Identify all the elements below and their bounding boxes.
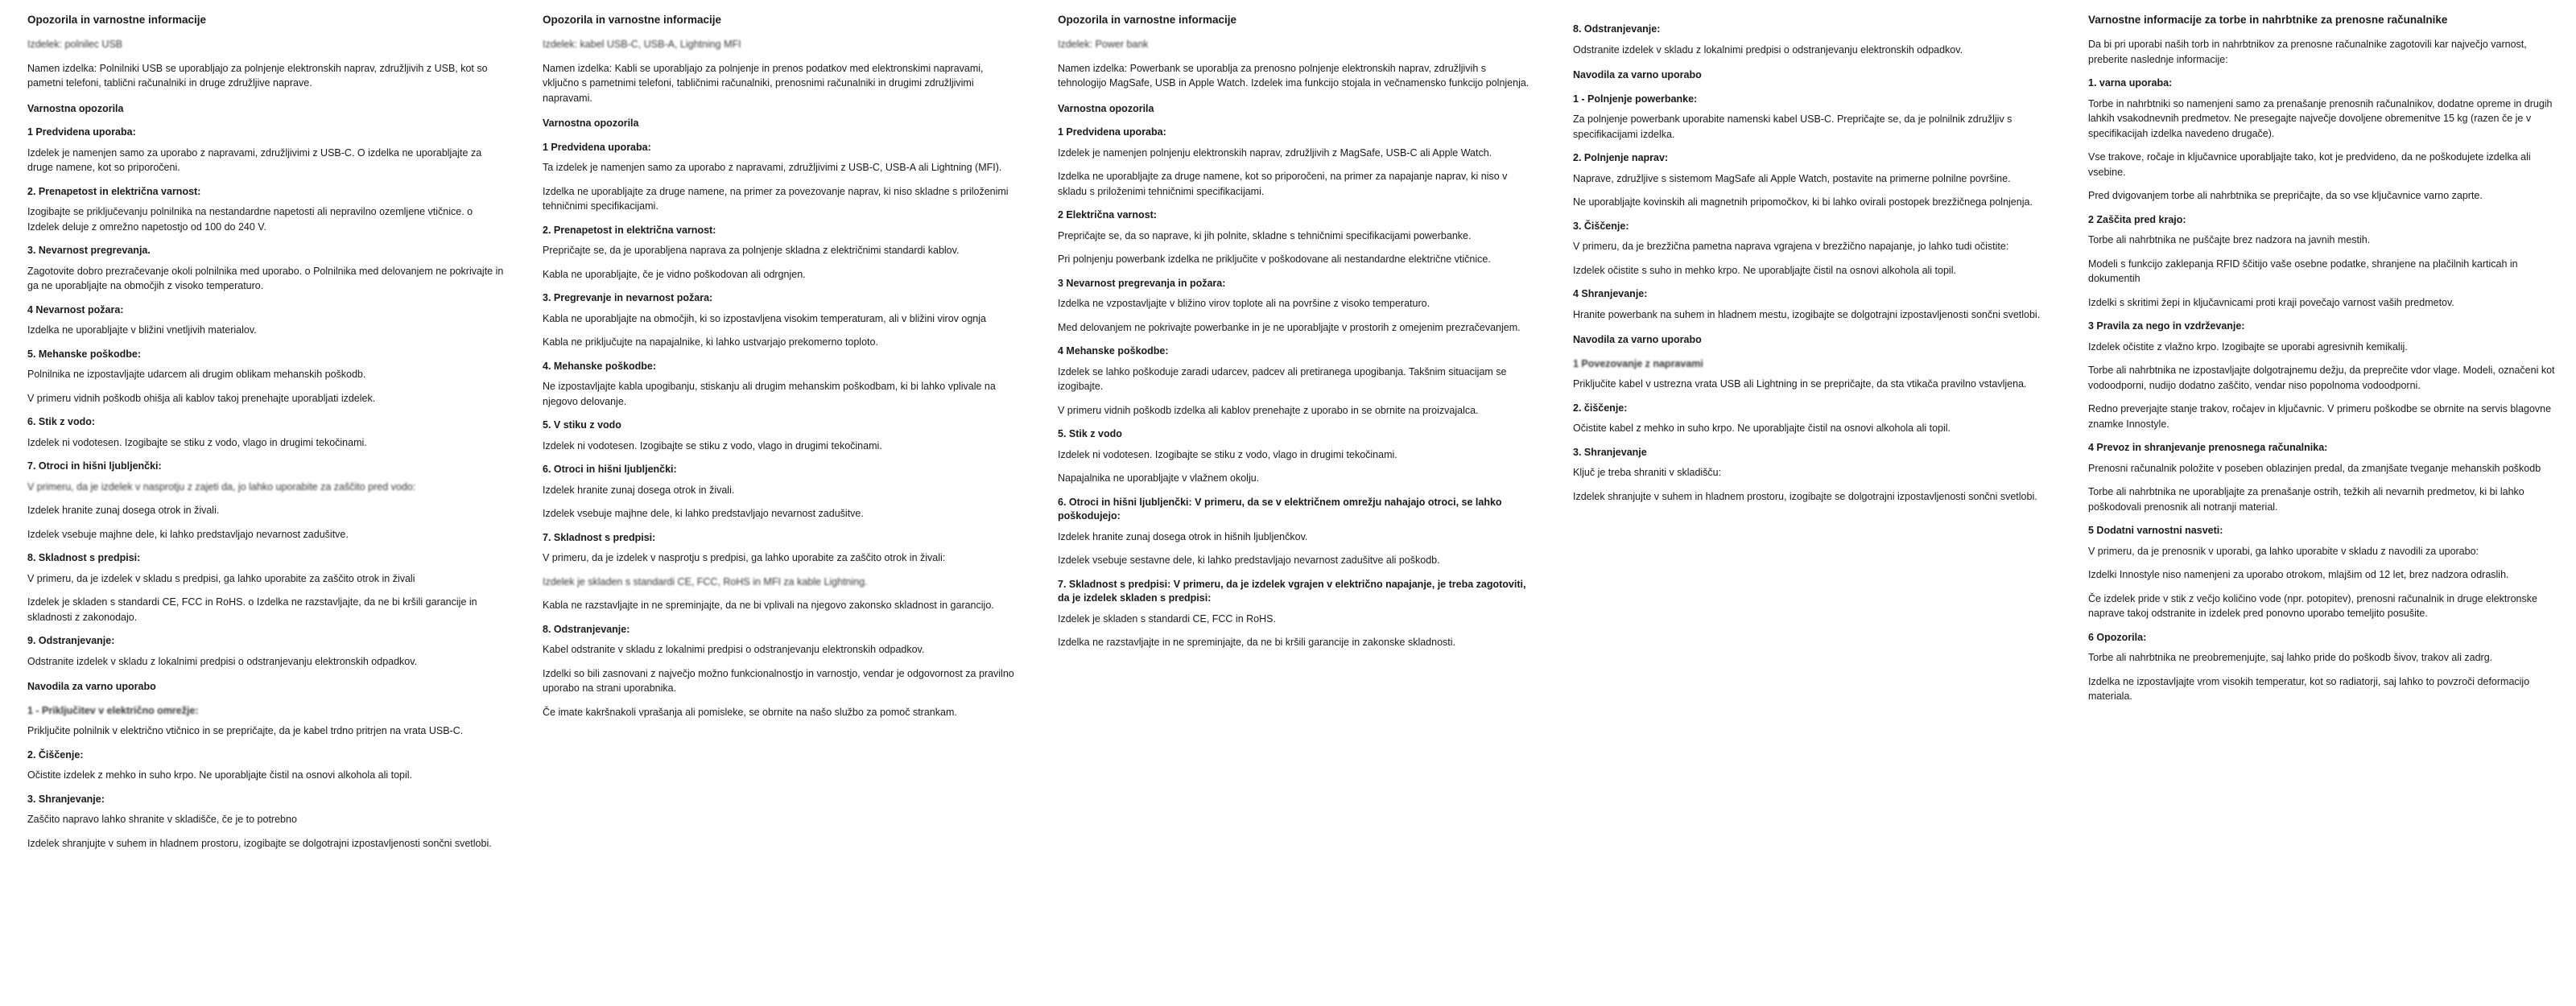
subsection-heading: 2. Čiščenje: xyxy=(27,748,84,761)
subsection-heading: 1 Predvidena uporaba: xyxy=(543,141,651,153)
body-paragraph: Pri polnjenju powerbank izdelka ne priključite v poškodovane ali nestandardne električne vtičnice. xyxy=(1058,254,1491,266)
body-paragraph: Izdelek: kabel USB-C, USB-A, Lightning MFI xyxy=(543,39,741,51)
body-paragraph: Kabla ne razstavljajte in ne spreminjajte, da ne bi vplivali na njegovo zakonsko skladnost in garancijo. xyxy=(543,600,994,612)
body-paragraph: Polnilnika ne izpostavljajte udarcem ali drugim oblikam mehanskih poškodb. xyxy=(27,369,366,381)
body-paragraph: Izdelka ne izpostavljajte vrom visokih temperatur, kot so radiatorji, saj lahko to povzroči deformacijo materiala. xyxy=(2088,675,2530,703)
section-heading: Varnostna opozorila xyxy=(543,118,639,130)
subsection-heading: 4 Nevarnost požara: xyxy=(27,303,124,315)
body-paragraph: V primeru, da je prenosnik v uporabi, ga lahko uporabite v skladu z navodili za uporabo: xyxy=(2088,545,2479,557)
body-paragraph: Izdelka ne vzpostavljajte v bližino virov toplote ali na površine z visoko temperaturo. xyxy=(1058,298,1430,310)
body-paragraph: Torbe ali nahrbtnika ne uporabljajte za prenašanje ostrih, težkih ali nevarnih predmetov, ki bi lahko poškodovali prenosnik ali notranji material. xyxy=(2088,486,2524,513)
subsection-heading: 1 Povezovanje z napravami xyxy=(1573,357,1703,369)
column-heading: Opozorila in varnostne informacije xyxy=(543,14,722,26)
body-paragraph: Ne izpostavljajte kabla upogibanju, stiskanju ali drugim mehanskim poškodbam, ki bi lahko vplivale na njegovo delovanje. xyxy=(543,381,996,407)
body-paragraph: Prenosni računalnik položite v poseben oblazinjen predal, da zmanjšate tveganje mehanskih poškodb xyxy=(2088,462,2541,474)
subsection-heading: 6. Otroci in hišni ljubljenčki: V primeru, da se v električnem omrežju nahajajo otroci, se lahko poškodujejo: xyxy=(1058,496,1502,522)
body-paragraph: Kabla ne uporabljajte na območjih, ki so izpostavljena visokim temperaturam, ali v bližini virov ognja xyxy=(543,312,986,324)
body-paragraph: Izdelka ne razstavljajte in ne spreminjajte, da ne bi kršili garancije in zakonske skladnosti. xyxy=(1058,637,1456,649)
section-heading: Varnostna opozorila xyxy=(27,102,124,114)
body-paragraph: Izdelek je namenjen polnjenju elektronskih naprav, združljivih z MagSafe, USB-C ali Apple Watch. xyxy=(1058,146,1492,159)
subsection-heading: 2. Prenapetost in električna varnost: xyxy=(27,185,201,197)
body-paragraph: V primeru, da je izdelek v skladu s predpisi, ga lahko uporabite za zaščito otrok in živali xyxy=(27,572,415,584)
body-paragraph: Namen izdelka: Kabli se uporabljajo za polnjenje in prenos podatkov med elektronskimi napravami, vključno s pametnimi telefoni, tabličnimi računalniki, prenosnimi računalniki in drugimi združljivimi napravami. xyxy=(543,62,984,104)
subsection-heading: 4 Mehanske poškodbe: xyxy=(1058,345,1169,357)
body-paragraph: Priključite kabel v ustrezna vrata USB ali Lightning in se prepričajte, da sta vtikača pravilno vstavljena. xyxy=(1573,378,2027,390)
subsection-heading: 6. Otroci in hišni ljubljenčki: xyxy=(543,464,677,476)
subsection-heading: 4 Prevoz in shranjevanje prenosnega računalnika: xyxy=(2088,442,2328,454)
body-paragraph: Torbe ali nahrbtnika ne puščajte brez nadzora na javnih mestih. xyxy=(2088,234,2371,246)
subsection-heading: 7. Otroci in hišni ljubljenčki: xyxy=(27,460,162,472)
section-heading: Navodila za varno uporabo xyxy=(27,681,156,693)
body-paragraph: V primeru vidnih poškodb izdelka ali kablov prenehajte z uporabo in se obrnite na proizvajalca. xyxy=(1058,404,1479,416)
subsection-heading: 2. čiščenje: xyxy=(1573,402,1628,414)
body-paragraph: Izdelek shranjujte v suhem in hladnem prostoru, izogibajte se dolgotrajni izpostavljenosti sončni svetlobi. xyxy=(1573,490,2037,502)
body-paragraph: Izdelek hranite zunaj dosega otrok in hišnih ljubljenčkov. xyxy=(1058,530,1308,542)
body-paragraph: V primeru, da je izdelek v nasprotju z zajeti da, jo lahko uporabite za zaščito pred vodo: xyxy=(27,480,416,493)
body-paragraph: Torbe in nahrbtniki so namenjeni samo za prenašanje prenosnih računalnikov, dodatne opreme in drugih lahkih vsakodnevnih predmetov. Ne presegajte največje dovoljene obremenitve 15 kg (razen če je v specifikacijah izdelka navedeno drugače). xyxy=(2088,97,2553,139)
body-paragraph: V primeru, da je izdelek v nasprotju s predpisi, ga lahko uporabite za zaščito otrok in živali: xyxy=(543,552,946,564)
body-paragraph: Izdelek ni vodotesen. Izogibajte se stiku z vodo, vlago in drugimi tekočinami. xyxy=(27,436,367,448)
body-paragraph: Odstranite izdelek v skladu z lokalnimi predpisi o odstranjevanju elektronskih odpadkov. xyxy=(1573,43,1963,56)
body-paragraph: Izogibajte se priključevanju polnilnika na nestandardne napetosti ali nepravilno ozemljene vtičnice. o Izdelek deluje z omrežno napetostjo od 100 do 240 V. xyxy=(27,206,473,233)
subsection-heading: 7. Skladnost s predpisi: xyxy=(543,531,656,543)
body-paragraph: Kabla ne priključujte na napajalnike, ki lahko ustvarjajo prekomerno toploto. xyxy=(543,336,878,348)
body-paragraph: Redno preverjajte stanje trakov, ročajev in ključavnic. V primeru poškodbe se obrnite na servis blagovne znamke Innostyle. xyxy=(2088,403,2552,430)
section-heading: Varnostna opozorila xyxy=(1058,102,1154,114)
body-paragraph: Izdelek je skladen s standardi CE, FCC in RoHS. o Izdelka ne razstavljajte, da ne bi kršili garancije in skladnosti z zakonodajo. xyxy=(27,596,477,623)
column-usb-cable xyxy=(8,13,523,860)
body-paragraph: Namen izdelka: Powerbank se uporablja za prenosno polnjenje elektronskih naprav, združljivih s tehnologijo MagSafe, USB in Apple Watch. Izdelek ima funkcijo stojala in večnamensko funkcijo polnjenja. xyxy=(1058,62,1530,89)
body-paragraph: Izdelki so bili zasnovani z največjo možno funkcionalnostjo in varnostjo, vendar je odgovornost za pravilno uporabo na strani uporabnika. xyxy=(543,667,1014,695)
column-powerbank-continued xyxy=(1554,13,2069,513)
body-paragraph: Zagotovite dobro prezračevanje okoli polnilnika med uporabo. o Polnilnika med delovanjem ne pokrivajte in ga ne uporabljajte na območjih z visoko temperaturo. xyxy=(27,265,504,292)
subsection-heading: 8. Odstranjevanje: xyxy=(543,623,630,635)
body-paragraph: Izdelki s skritimi žepi in ključavnicami proti kraji povečajo varnost vaših predmetov. xyxy=(2088,296,2454,308)
body-paragraph: Napajalnika ne uporabljajte v vlažnem okolju. xyxy=(1058,472,1260,484)
body-paragraph: Izdelek: polnilec USB xyxy=(27,39,123,51)
subsection-heading: 1. varna uporaba: xyxy=(2088,77,2173,89)
body-paragraph: Kabel odstranite v skladu z lokalnimi predpisi o odstranjevanju elektronskih odpadkov. xyxy=(543,644,925,656)
subsection-heading: 2 Električna varnost: xyxy=(1058,209,1157,221)
body-paragraph: Izdelek shranjujte v suhem in hladnem prostoru, izogibajte se dolgotrajni izpostavljenosti sončni svetlobi. xyxy=(27,837,492,849)
subsection-heading: 6. Stik z vodo: xyxy=(27,416,96,428)
subsection-heading: 5. V stiku z vodo xyxy=(543,419,621,431)
subsection-heading: 2 Zaščita pred krajo: xyxy=(2088,213,2186,225)
section-heading: Navodila za varno uporabo xyxy=(1573,334,1702,345)
subsection-heading: 4. Mehanske poškodbe: xyxy=(543,360,657,372)
body-paragraph: Če izdelek pride v stik z večjo količino vode (npr. potopitev), prenosni računalnik in druge elektronske naprave takoj odstranite in izdelek pred ponovno uporabo temeljito posušite. xyxy=(2088,592,2537,620)
body-paragraph: Odstranite izdelek v skladu z lokalnimi predpisi o odstranjevanju elektronskih odpadkov. xyxy=(27,655,418,667)
body-paragraph: Med delovanjem ne pokrivajte powerbanke in je ne uporabljajte v prostorih z omejenim prezračevanjem. xyxy=(1058,321,1521,333)
body-paragraph: Izdelek vsebuje majhne dele, ki lahko predstavljajo nevarnost zadušitve. xyxy=(27,528,349,540)
body-paragraph: Očistite izdelek z mehko in suho krpo. Ne uporabljajte čistil na osnovi alkohola ali topil. xyxy=(27,769,413,781)
body-paragraph: Ne uporabljajte kovinskih ali magnetnih pripomočkov, ki bi lahko ovirali postopek brezžičnega polnjenja. xyxy=(1573,196,2033,208)
subsection-heading: 1 - Priključitev v električno omrežje: xyxy=(27,704,199,716)
body-paragraph: Torbe ali nahrbtnika ne izpostavljajte dolgotrajnemu dežju, da preprečite vdor vlage. Modeli, označeni kot vodoodporni, nudijo dodatno zaščito, vendar niso popolnoma vodoodporni. xyxy=(2088,365,2555,391)
column-lightning-mfi xyxy=(523,13,1038,728)
subsection-heading: 5. Stik z vodo xyxy=(1058,428,1122,440)
body-paragraph: Izdelek očistite z vlažno krpo. Izogibajte se uporabi agresivnih kemikalij. xyxy=(2088,340,2408,353)
body-paragraph: Naprave, združljive s sistemom MagSafe ali Apple Watch, postavite na primerne polnilne površine. xyxy=(1573,172,2011,184)
subsection-heading: 3. Nevarnost pregrevanja. xyxy=(27,245,151,257)
body-paragraph: Izdelek je skladen s standardi CE, FCC, RoHS in MFI za kable Lightning. xyxy=(543,575,868,588)
body-paragraph: Za polnjenje powerbank uporabite namenski kabel USB-C. Prepričajte se, da je polnilnik združljiv s specifikacijami izdelka. xyxy=(1573,113,2013,140)
body-paragraph: Izdelek je namenjen samo za uporabo z napravami, združljivimi z USB-C. O izdelka ne uporabljajte za druge namene, kot so priporočeni. xyxy=(27,146,482,174)
body-paragraph: Izdelek vsebuje majhne dele, ki lahko predstavljajo nevarnost zadušitve. xyxy=(543,508,864,520)
subsection-heading: 8. Odstranjevanje: xyxy=(1573,23,1661,35)
subsection-heading: 3. Čiščenje: xyxy=(1573,220,1629,232)
body-paragraph: Izdelka ne uporabljajte za druge namene, na primer za povezovanje naprav, ki niso skladne s priloženimi tehničnimi specifikacijami. xyxy=(543,185,1009,212)
body-paragraph: Izdelek je skladen s standardi CE, FCC in RoHS. xyxy=(1058,612,1276,625)
section-heading: Navodila za varno uporabo xyxy=(1573,69,1702,80)
body-paragraph: Izdelek: Power bank xyxy=(1058,39,1149,51)
body-paragraph: V primeru, da je brezžična pametna naprava vgrajena v brezžično napajanje, jo lahko tudi očistite: xyxy=(1573,241,2009,252)
subsection-heading: 9. Odstranjevanje: xyxy=(27,635,115,647)
body-paragraph: Ključ je treba shraniti v skladišču: xyxy=(1573,467,1722,478)
subsection-heading: 3 Nevarnost pregrevanja in požara: xyxy=(1058,277,1226,289)
subsection-heading: 3 Pravila za nego in vzdrževanje: xyxy=(2088,320,2245,332)
column-powerbank xyxy=(1038,13,1554,659)
subsection-heading: 7. Skladnost s predpisi: V primeru, da je izdelek vgrajen v električno napajanje, je treba zagotoviti, da je izdelek skladen s predpisi: xyxy=(1058,578,1526,604)
body-paragraph: Prepričajte se, da je uporabljena naprava za polnjenje skladna z električnimi standardi kablov. xyxy=(543,245,960,257)
subsection-heading: 1 - Polnjenje powerbanke: xyxy=(1573,93,1698,105)
subsection-heading: 5. Mehanske poškodbe: xyxy=(27,348,142,360)
body-paragraph: Izdelek ni vodotesen. Izogibajte se stiku z vodo, vlago in drugimi tekočinami. xyxy=(1058,448,1397,460)
body-paragraph: Če imate kakršnakoli vprašanja ali pomisleke, se obrnite na našo službo za pomoč strankam. xyxy=(543,706,957,718)
subsection-heading: 3. Pregrevanje in nevarnost požara: xyxy=(543,292,713,304)
subsection-heading: 2. Polnjenje naprav: xyxy=(1573,152,1669,163)
body-paragraph: Zaščito napravo lahko shranite v skladišče, če je to potrebno xyxy=(27,814,297,826)
subsection-heading: 1 Predvidena uporaba: xyxy=(27,126,136,138)
body-paragraph: Izdelek ni vodotesen. Izogibajte se stiku z vodo, vlago in drugimi tekočinami. xyxy=(543,439,882,451)
subsection-heading: 3. Shranjevanje: xyxy=(27,793,105,805)
body-paragraph: Pred dvigovanjem torbe ali nahrbtnika se prepričajte, da so vse ključavnice varno zaprte. xyxy=(2088,190,2483,202)
body-paragraph: Priključite polnilnik v električno vtičnico in se prepričajte, da je kabel trdno pritrjen na vrata USB-C. xyxy=(27,725,464,737)
body-paragraph: Izdelka ne uporabljajte za druge namene, kot so priporočeni, na primer za napajanje naprav, ki niso v skladu s priloženimi tehničnimi specifikacijami. xyxy=(1058,171,1508,197)
body-paragraph: Namen izdelka: Polnilniki USB se uporabljajo za polnjenje elektronskih naprav, združljivih z USB, kot so pametni telefoni, tablični računalniki in druge združljive naprave. xyxy=(27,62,488,89)
subsection-heading: 5 Dodatni varnostni nasveti: xyxy=(2088,525,2223,537)
subsection-heading: 3. Shranjevanje xyxy=(1573,446,1647,458)
body-paragraph: Očistite kabel z mehko in suho krpo. Ne uporabljajte čistil na osnovi alkohola ali topil. xyxy=(1573,423,1951,434)
subsection-heading: 4 Shranjevanje: xyxy=(1573,288,1648,299)
body-paragraph: Ta izdelek je namenjen samo za uporabo z napravami, združljivimi z USB-C, USB-A ali Lightning (MFI). xyxy=(543,162,1002,174)
column-heading: Opozorila in varnostne informacije xyxy=(27,14,207,26)
column-laptop-bags xyxy=(2069,13,2576,713)
subsection-heading: 1 Predvidena uporaba: xyxy=(1058,126,1166,138)
body-paragraph: Hranite powerbank na suhem in hladnem mestu, izogibajte se dolgotrajni izpostavljenosti sončni svetlobi. xyxy=(1573,308,2041,320)
body-paragraph: Modeli s funkcijo zaklepanja RFID ščitijo vaše osebne podatke, shranjene na plačilnih karticah in dokumentih xyxy=(2088,258,2518,285)
body-paragraph: Izdelek hranite zunaj dosega otrok in živali. xyxy=(27,505,220,517)
body-paragraph: V primeru vidnih poškodb ohišja ali kablov takoj prenehajte uporabljati izdelek. xyxy=(27,392,376,404)
subsection-heading: 8. Skladnost s predpisi: xyxy=(27,552,141,564)
subsection-heading: 2. Prenapetost in električna varnost: xyxy=(543,224,716,236)
body-paragraph: Izdelka ne uporabljajte v bližini vnetljivih materialov. xyxy=(27,324,257,336)
body-paragraph: Torbe ali nahrbtnika ne preobremenjujte, saj lahko pride do poškodb šivov, trakov ali zadrg. xyxy=(2088,652,2493,664)
column-heading: Varnostne informacije za torbe in nahrbtnike za prenosne računalnike xyxy=(2088,14,2448,26)
body-paragraph: Izdelek vsebuje sestavne dele, ki lahko predstavljajo nevarnost zadušitve ali poškodb. xyxy=(1058,555,1440,567)
body-paragraph: Kabla ne uporabljajte, če je vidno poškodovan ali odrgnjen. xyxy=(543,268,806,280)
body-paragraph: Izdelek se lahko poškoduje zaradi udarcev, padcev ali pretiranega upogibanja. Takšnim situacijam se izogibajte. xyxy=(1058,365,1507,393)
body-paragraph: Vse trakove, ročaje in ključavnice uporabljajte tako, kot je predvideno, da ne poškodujete izdelka ali vsebine. xyxy=(2088,151,2531,178)
subsection-heading: 6 Opozorila: xyxy=(2088,631,2147,643)
body-paragraph: Da bi pri uporabi naših torb in nahrbtnikov za prenosne računalnike zagotovili kar največjo varnost, preberite naslednje informacije: xyxy=(2088,39,2527,65)
body-paragraph: Izdelek hranite zunaj dosega otrok in živali. xyxy=(543,484,735,496)
body-paragraph: Izdelek očistite s suho in mehko krpo. Ne uporabljajte čistil na osnovi alkohola ali topil. xyxy=(1573,264,1956,276)
body-paragraph: Izdelki Innostyle niso namenjeni za uporabo otrokom, mlajšim od 12 let, brez nadzora odraslih. xyxy=(2088,569,2509,581)
body-paragraph: Prepričajte se, da so naprave, ki jih polnite, skladne s tehničnimi specifikacijami powerbanke. xyxy=(1058,229,1472,241)
column-heading: Opozorila in varnostne informacije xyxy=(1058,14,1237,26)
